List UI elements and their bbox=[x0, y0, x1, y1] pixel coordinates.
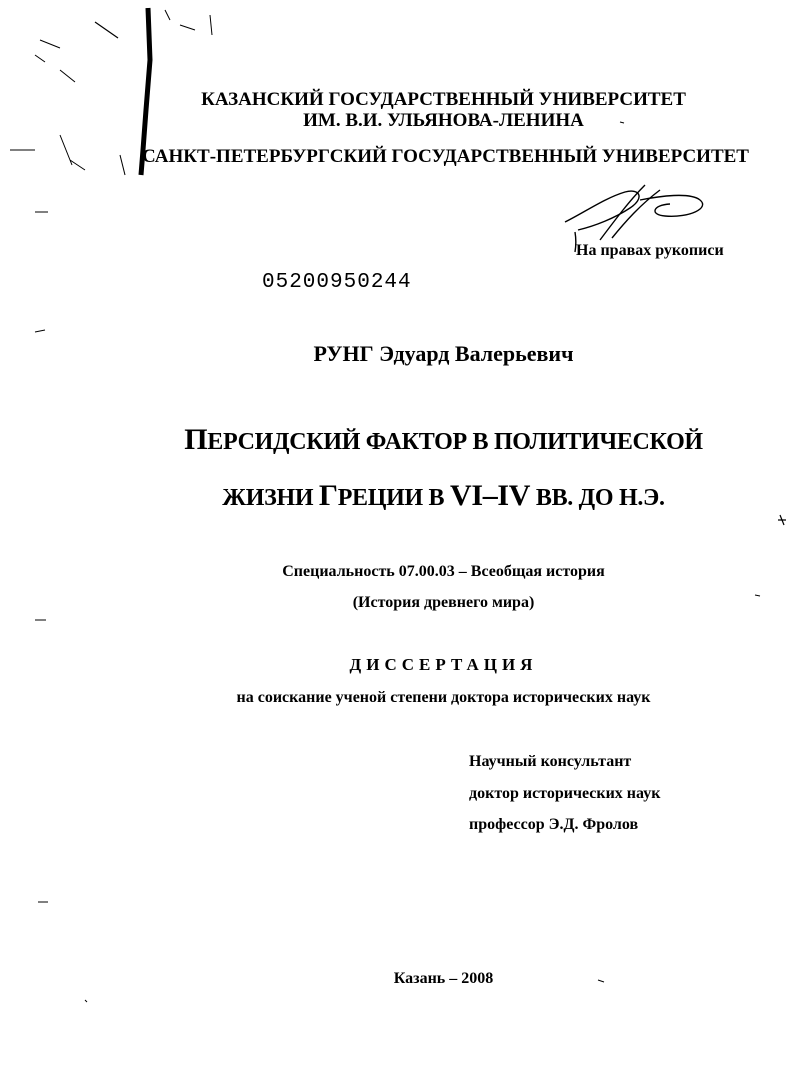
title-initial-cap: П bbox=[184, 423, 208, 456]
advisor-name: профессор Э.Д. Фролов bbox=[469, 816, 639, 833]
scan-artifact-mark bbox=[778, 515, 786, 525]
author-name: РУНГ Эдуард Валерьевич bbox=[313, 341, 574, 366]
work-type: ДИССЕРТАЦИЯ bbox=[349, 655, 538, 674]
title-smallcaps: ЖИЗНИ bbox=[222, 485, 319, 511]
title-smallcaps: ЕРСИДСКИЙ ФАКТОР В ПОЛИТИЧЕСКОЙ bbox=[207, 429, 703, 455]
scan-artifact-stroke bbox=[120, 155, 125, 175]
scan-artifact-stroke bbox=[95, 22, 118, 38]
scan-artifact-stroke bbox=[10, 135, 85, 170]
catalog-number: 05200950244 bbox=[262, 271, 412, 294]
degree-line: на соискание ученой степени доктора исторических наук bbox=[236, 689, 651, 706]
title-centuries: VI–IV bbox=[449, 479, 531, 512]
title-smallcaps: РЕЦИИ В bbox=[337, 485, 450, 511]
university-2: САНКТ-ПЕТЕРБУРГСКИЙ ГОСУДАРСТВЕННЫЙ УНИВЕРСИТЕТ bbox=[142, 146, 749, 167]
title-line-2 bbox=[0, 479, 797, 513]
scan-artifact-dot bbox=[85, 1000, 87, 1002]
specialty-subfield: (История древнего мира) bbox=[352, 594, 535, 611]
university-1-line-2: ИМ. В.И. УЛЬЯНОВА-ЛЕНИНА bbox=[303, 110, 584, 131]
scan-artifact-dash bbox=[35, 330, 45, 332]
advisor-role: Научный консультант bbox=[469, 753, 632, 770]
specialty-line: Специальность 07.00.03 – Всеобщая история bbox=[282, 563, 605, 580]
rights-note: На правах рукописи bbox=[576, 242, 724, 259]
scan-artifact-stroke bbox=[165, 10, 212, 35]
university-1-line-1: КАЗАНСКИЙ ГОСУДАРСТВЕННЫЙ УНИВЕРСИТЕТ bbox=[201, 89, 686, 110]
place-year: Казань – 2008 bbox=[393, 970, 494, 987]
title-initial-cap: Г bbox=[318, 479, 338, 512]
advisor-degree: доктор исторических наук bbox=[469, 785, 661, 802]
title-smallcaps: ВВ. ДО Н.Э. bbox=[530, 485, 665, 511]
scan-artifact-stroke bbox=[35, 40, 75, 82]
title-line-1 bbox=[0, 423, 797, 457]
